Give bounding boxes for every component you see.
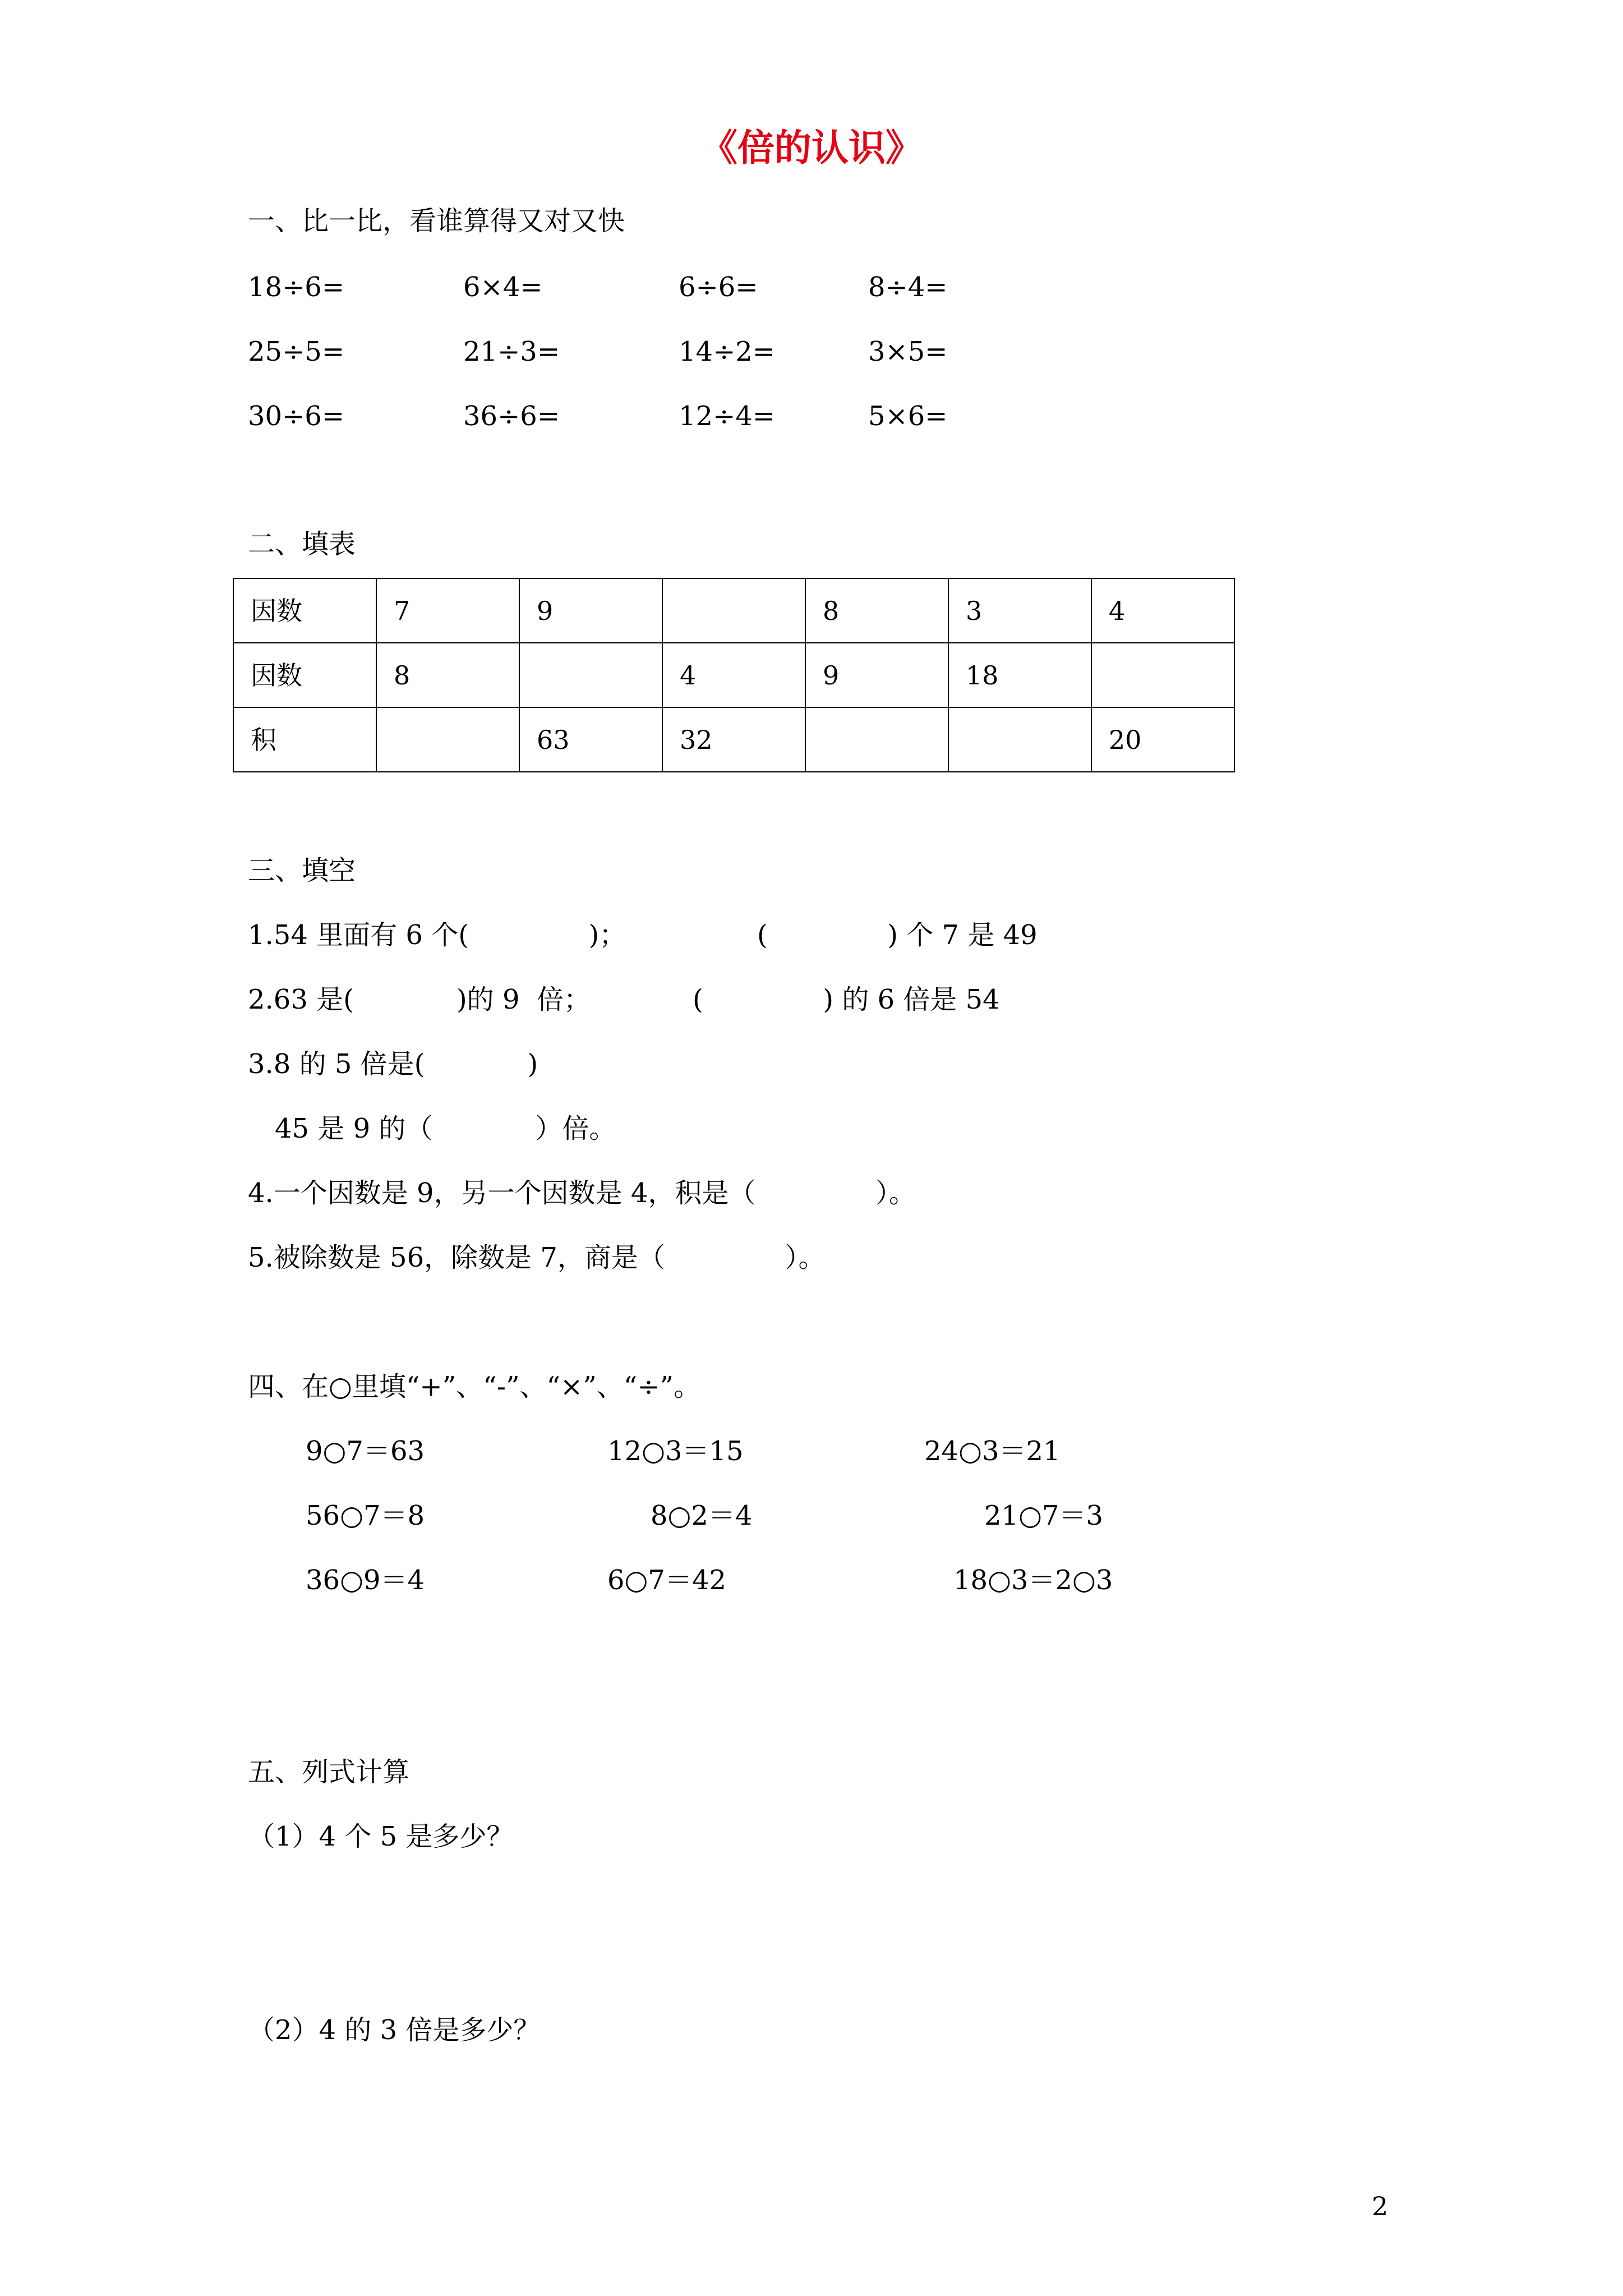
operator-item: 9○7＝63	[306, 1435, 425, 1467]
table-row	[233, 707, 1234, 772]
fill-question-1a: 1.54 里面有 6 个( )；	[248, 919, 626, 951]
operator-item: 24○3＝21	[924, 1435, 1061, 1467]
calc-item: 3×5=	[868, 336, 948, 367]
table-row	[233, 578, 1234, 643]
page-title: 《倍的认识》	[700, 126, 923, 169]
section2-heading: 二、填表	[248, 528, 356, 560]
table-cell: 4	[1091, 578, 1234, 643]
calc-item: 5×6=	[868, 401, 948, 432]
calc-item: 14÷2=	[679, 336, 776, 367]
calc-item: 6÷6=	[679, 272, 758, 303]
calc-item: 25÷5=	[248, 336, 345, 367]
page-number: 2	[1372, 2191, 1389, 2221]
calc-item: 6×4=	[463, 272, 543, 303]
calc-item: 30÷6=	[248, 401, 345, 432]
table-cell	[948, 707, 1091, 772]
table-cell	[519, 643, 662, 707]
operator-item: 36○9＝4	[306, 1565, 425, 1596]
operator-item: 21○7＝3	[984, 1500, 1104, 1531]
fill-question-3a: 3.8 的 5 倍是( )	[248, 1048, 538, 1080]
fill-question-2b: ( ) 的 6 倍是 54	[693, 984, 1000, 1015]
calc-question-1: （1）4 个 5 是多少？	[248, 1821, 514, 1852]
table-cell: 积	[233, 707, 376, 772]
fill-question-5: 5.被除数是 56，除数是 7，商是（ ）。	[248, 1242, 826, 1273]
operator-item: 56○7＝8	[306, 1500, 425, 1531]
table-cell: 9	[805, 643, 948, 707]
operator-item: 6○7＝42	[607, 1565, 727, 1596]
table-cell	[805, 707, 948, 772]
operator-item: 8○2＝4	[651, 1500, 753, 1531]
section3-heading: 三、填空	[248, 855, 356, 886]
fill-question-1b: ( ) 个 7 是 49	[757, 919, 1038, 951]
calc-item: 8÷4=	[868, 272, 948, 303]
fill-question-2a: 2.63 是( )的 9 倍；	[248, 984, 591, 1015]
table-cell: 因数	[233, 578, 376, 643]
operator-item: 12○3＝15	[607, 1435, 744, 1467]
table-cell	[376, 707, 519, 772]
table-cell: 32	[662, 707, 805, 772]
table-cell: 8	[805, 578, 948, 643]
calc-item: 21÷3=	[463, 336, 560, 367]
calc-question-2: （2）4 的 3 倍是多少？	[248, 2014, 541, 2046]
fill-question-3b: 45 是 9 的（ ）倍。	[275, 1113, 616, 1144]
calc-item: 36÷6=	[463, 401, 560, 432]
table-cell	[1091, 643, 1234, 707]
table-cell: 因数	[233, 643, 376, 707]
fill-question-4: 4.一个因数是 9，另一个因数是 4，积是（ ）。	[248, 1177, 916, 1209]
table-cell: 7	[376, 578, 519, 643]
operator-item: 18○3＝2○3	[953, 1565, 1113, 1596]
fill-table	[233, 578, 1235, 772]
table-cell: 4	[662, 643, 805, 707]
table-cell: 63	[519, 707, 662, 772]
table-cell: 8	[376, 643, 519, 707]
section4-heading: 四、在○里填“+”、“-”、“×”、“÷”。	[248, 1371, 701, 1402]
section5-heading: 五、列式计算	[248, 1756, 410, 1788]
table-cell: 18	[948, 643, 1091, 707]
table-cell: 3	[948, 578, 1091, 643]
calc-item: 18÷6=	[248, 272, 345, 303]
calc-item: 12÷4=	[679, 401, 776, 432]
table-cell: 9	[519, 578, 662, 643]
table-cell	[662, 578, 805, 643]
section1-heading: 一、比一比，看谁算得又对又快	[248, 205, 625, 237]
table-cell: 20	[1091, 707, 1234, 772]
table-row	[233, 643, 1234, 707]
